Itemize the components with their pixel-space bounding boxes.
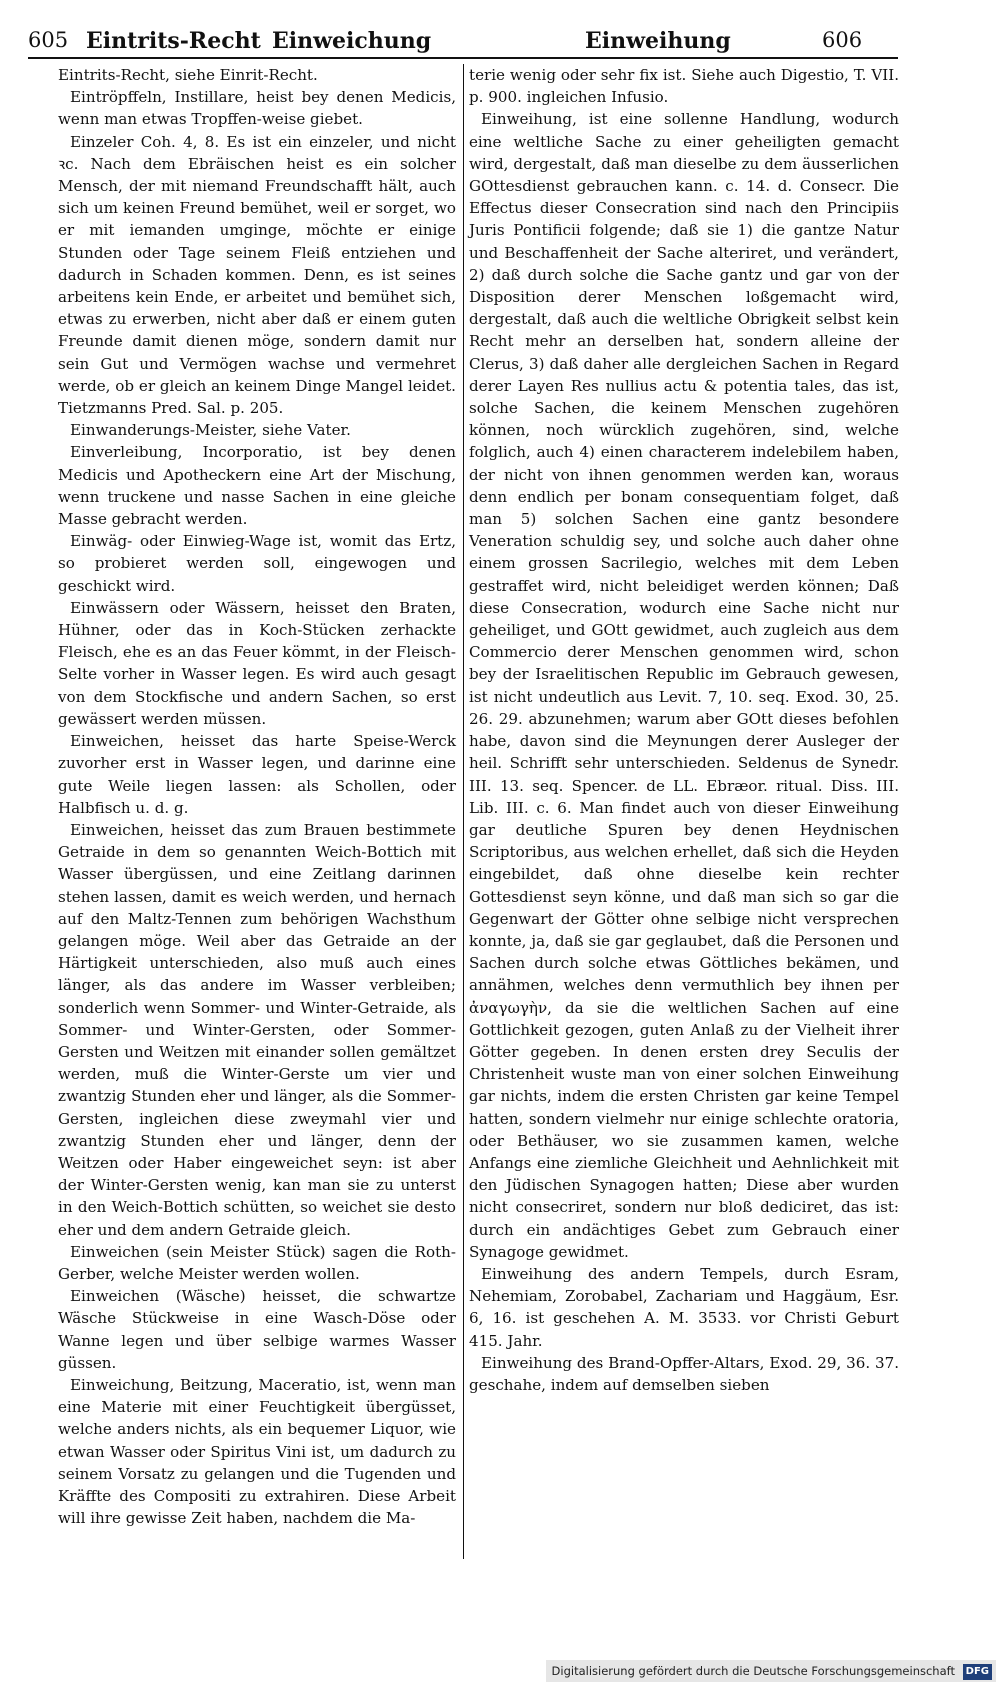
footer-text: Digitalisierung gefördert durch die Deutsche Forschungsgemeinschaft [551, 1664, 955, 1678]
left-column [58, 64, 456, 1529]
entry-einweichen-waesche: Einweichen (Wäsche) heisset, die schwartze Wäsche Stückweise in eine Wasch-Döse oder Wanne legen und über selbige warmes Wasser güssen. [58, 1287, 456, 1372]
right-column [469, 64, 899, 1396]
dfg-logo: DFG [963, 1664, 992, 1680]
entry-einwaeg-wage: Einwäg- oder Einwieg-Wage ist, womit das Ertz, so probieret werden soll, eingewogen und geschickt wird. [58, 532, 456, 595]
entry-einweihung-altar: Einweihung des Brand-Opffer-Altars, Exod. 29, 36. 37. geschahe, indem auf demselben sieben [469, 1353, 899, 1394]
column-divider [463, 64, 464, 1559]
header-keyword-left: Eintrits-Recht [86, 28, 261, 54]
page-number-right: 606 [822, 28, 863, 52]
entry-einweihung: Einweihung, ist eine sollenne Handlung, wodurch eine weltliche Sache zu einer geheiligten gemacht wird, dergestalt, daß man dieselbe zu dem äusserlichen GOttesdienst gebrauchen kann. c. 14. d. Consecr. Die Effectus dieser Consecration sind nach den Principiis Juris Pontificii folgende; daß sie 1) die gantze Natur und Beschaffenheit der Sache alteriret, und verändert, 2) daß durch solche die Sache gantz und gar von der Disposition derer Menschen loßgemacht wird, dergestalt, daß auch die weltliche Obrigkeit selbst kein Recht mehr an derselben hat, sondern alleine der Clerus, 3) daß daher alle dergleichen Sachen in Regard derer Layen Res nullius actu & potentia tales, das ist, solche Sachen, die keinem Menschen zugehören können, noch würcklich zugehören, sind, welche folglich, auch 4) einen characterem indelebilem haben, der nicht von ihnen genommen werden kan, woraus denn endlich per bonam consequentiam folget, daß man 5) solchen Sachen eine gantz besondere Veneration schuldig sey, und solche auch daher ohne einem grossen Sacrilegio, welches mit dem Leben gestraffet wird, nicht beleidiget werden können; Daß diese Consecration, wodurch eine Sache nicht nur geheiliget, und GOtt gewidmet, auch zugleich aus dem Commercio derer Menschen genommen wird, schon bey der Israelitischen Republic im Gebrauch gewesen, ist nicht undeutlich aus Levit. 7, 10. seq. Exod. 30, 25. 26. 29. abzunehmen; warum aber GOtt dieses befohlen habe, davon sind die Meynungen derer Ausleger der heil. Schrifft sehr unterschieden. Seldenus de Synedr. III. 13. seq. Spencer. de LL. Ebræor. ritual. Diss. III. Lib. III. c. 6. Man findet auch von dieser Einweihung gar deutliche Spuren bey denen Heydnischen Scriptoribus, aus welchen erhellet, daß sich die Heyden eingebildet, daß ohne dieselbe kein rechter Gottesdienst seyn könne, und daß man sich so gar die Gegenwart der Götter ohne selbige nicht versprechen konnte, ja, daß sie gar geglaubet, daß die Personen und Sachen durch solche etwas Göttliches bekämen, und annähmen, welches denn vermuthlich bey ihnen per ἀναγωγὴν, da sie die weltlichen Sachen auf eine Gottlichkeit gezogen, guten Anlaß zu der Vielheit ihrer Götter gegeben. In denen ersten drey Seculis der Christenheit wuste man von einer solchen Einweihung gar nichts, indem die ersten Christen gar keine Tempel hatten, sondern vielmehr nur einige schlechte oratoria, oder Bethäuser, wo sie zusammen kamen, welche Anfangs eine ziemliche Gleichheit und Aehnlichkeit mit den Jüdischen Synagogen hatten; Diese aber wurden nicht consecriret, sondern nur bloß dediciret, das ist: durch ein andächtiges Gebet zum Gebrauch einer Synagoge gewidmet. [469, 110, 899, 1261]
entry-einzeler: Einzeler Coh. 4, 8. Es ist ein einzeler, und nicht ꝛc. Nach dem Ebräischen heist es ein solcher Mensch, der mit niemand Freundschafft hält, auch sich um keinen Freund bemühet, weil er sorget, wo er mit iemanden umginge, möchte er einige Stunden oder Tage seinem Fleiß entziehen und dadurch in Schaden kommen. Denn, es ist seines arbeitens kein Ende, er arbeitet und bemühet sich, etwas zu erwerben, nicht aber daß er einem guten Freunde damit dienen möge, sondern damit nur sein Gut und Vermögen wachse und vermehret werde, ob er gleich an keinem Dinge Mangel leidet. Tietzmanns Pred. Sal. p. 205. [58, 132, 456, 418]
entry-einweichung: Einweichung, Beitzung, Maceratio, ist, wenn man eine Materie mit einer Feuchtigkeit übergüsset, welche anders nichts, als ein bequemer Liquor, wie etwan Wasser oder Spiritus Vini ist, um dadurch zu seinem Vorsatz zu gelangen und die Tugenden und Kräffte des Compositi zu extrahiren. Diese Arbeit will ihre gewisse Zeit haben, nachdem die Ma- [58, 1375, 456, 1528]
entry-einwaessern: Einwässern oder Wässern, heisset den Braten, Hühner, oder das in Koch-Stücken zerhackte Fleisch, ehe es an das Feuer kömmt, in der Fleisch-Selte vorher in Wasser legen. Es wird auch gesagt von dem Stockfische und andern Sachen, so erst gewässert werden müssen. [58, 598, 456, 728]
entry-einwanderungs-meister: Einwanderungs-Meister, siehe Vater. [70, 421, 351, 440]
entry-einweichen-meisterstueck: Einweichen (sein Meister Stück) sagen die Roth-Gerber, welche Meister werden wollen. [58, 1242, 456, 1283]
header-keyword-right: Einweihung [585, 28, 731, 54]
entry-einweihung-tempel: Einweihung des andern Tempels, durch Esram, Nehemiam, Zorobabel, Zachariam und Haggäum, Esr. 6, 16. ist geschehen A. M. 3533. vor Christi Geburt 415. Jahr. [469, 1264, 899, 1350]
page-number-left: 605 [28, 28, 69, 52]
digitization-footer [546, 1660, 996, 1682]
entry-einweichen-speise: Einweichen, heisset das harte Speise-Werck zuvorher erst in Wasser legen, und darinne eine gute Weile liegen lassen: als Schollen, oder Halbfisch u. d. g. [58, 732, 456, 817]
entry-eintroepffeln: Eintröpffeln, Instillare, heist bey denen Medicis, wenn man etwas Tropffen-weise giebet. [58, 88, 456, 129]
entry-einverleibung: Einverleibung, Incorporatio, ist bey denen Medicis und Apotheckern eine Art der Mischung, wenn truckene und nasse Sachen in eine gleiche Masse gebracht werden. [58, 443, 456, 529]
header-keyword-middle: Einweichung [272, 28, 432, 54]
entry-einweichung-continued: terie wenig oder sehr fix ist. Siehe auch Digestio, T. VII. p. 900. ingleichen Infusio. [469, 66, 899, 107]
entry-einweichen-getraide: Einweichen, heisset das zum Brauen bestimmete Getraide in dem so genannten Weich-Bottich mit Wasser übergüssen, und eine Zeitlang darinnen stehen lassen, damit es weich werden, und hernach auf den Maltz-Tennen zum behörigen Wachsthum gelangen möge. Weil aber das Getraide an der Härtigkeit unterschieden, also muß auch eines länger, als das andere im Wasser verbleiben; sonderlich wenn Sommer- und Winter-Getraide, als Sommer- und Winter-Gersten, oder Sommer- Gersten und Weitzen mit einander sollen gemältzet werden, muß die Winter-Gerste um vier und zwantzig Stunden eher und länger, als die Sommer-Gersten, ingleichen diese zweymahl vier und zwantzig Stunden eher und länger, denn der Weitzen oder Haber eingeweichet seyn: ist aber der Winter-Gersten wenig, kan man sie zu unterst in den Weich-Bottich schütten, so weichet sie desto eher und dem andern Getraide gleich. [58, 820, 456, 1239]
entry-eintrits-recht: Eintrits-Recht, siehe Einrit-Recht. [58, 66, 318, 84]
header-rule [28, 57, 898, 59]
